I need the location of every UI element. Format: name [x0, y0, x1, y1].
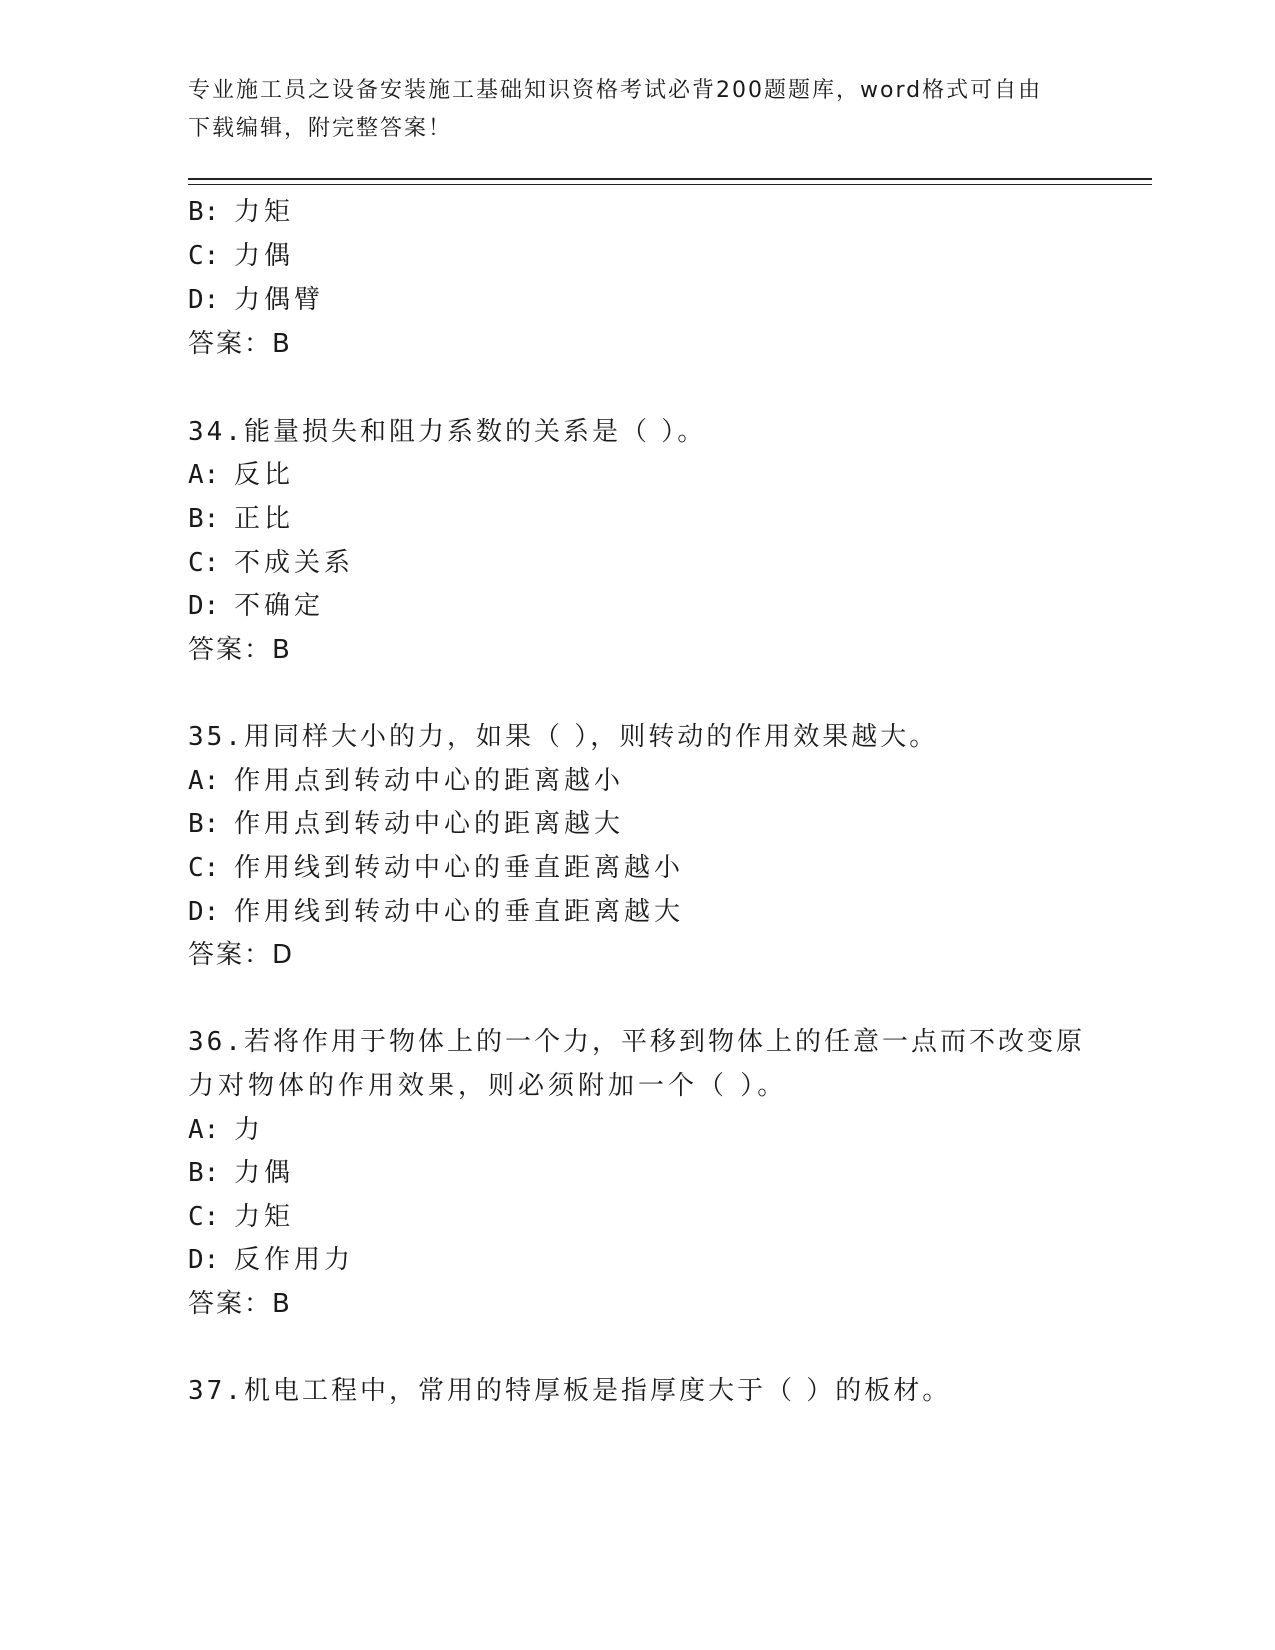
option-label: C:	[188, 241, 220, 271]
option-text: 反作用力	[234, 1245, 355, 1275]
header-line-1: 专业施工员之设备安装施工基础知识资格考试必背200题题库，word格式可自由	[188, 78, 1043, 103]
option-text: 反比	[234, 460, 295, 490]
question-36	[188, 1024, 1085, 1060]
question-34	[188, 414, 706, 450]
option-label: C:	[188, 548, 220, 578]
question-35	[188, 719, 938, 755]
option-c	[188, 545, 354, 581]
option-label: B:	[188, 809, 220, 839]
option-text: 力	[234, 1115, 265, 1145]
option-label: B:	[188, 1158, 220, 1188]
answer-line: 答案：B	[188, 329, 292, 359]
option-label: A:	[188, 460, 220, 490]
option-label: D:	[188, 1245, 220, 1275]
answer-line: 答案：B	[188, 635, 292, 665]
option-d	[188, 282, 324, 318]
option-a	[188, 1112, 264, 1148]
question-text: 能量损失和阻力系数的关系是（ ）。	[243, 417, 707, 447]
document-header	[188, 72, 1088, 148]
question-text-continued: 力对物体的作用效果，则必须附加一个（ ）。	[188, 1071, 788, 1101]
option-text: 作用线到转动中心的垂直距离越大	[234, 897, 685, 927]
option-b	[188, 1155, 294, 1191]
header-divider-thin	[188, 184, 1152, 185]
question-37	[188, 1373, 951, 1409]
option-text: 力偶	[234, 241, 295, 271]
option-label: D:	[188, 285, 220, 315]
option-text: 作用线到转动中心的垂直距离越小	[234, 853, 685, 883]
option-c	[188, 850, 684, 886]
question-number: 35.	[188, 722, 244, 752]
option-text: 力偶臂	[234, 285, 325, 315]
option-text: 正比	[234, 504, 295, 534]
option-text: 不成关系	[234, 548, 355, 578]
option-text: 力矩	[234, 1202, 295, 1232]
option-label: D:	[188, 591, 220, 621]
question-text: 用同样大小的力，如果（ ），则转动的作用效果越大。	[243, 722, 939, 752]
option-b	[188, 501, 294, 537]
option-c	[188, 238, 294, 274]
question-number: 36.	[188, 1027, 244, 1057]
answer-line: 答案：D	[188, 940, 295, 970]
question-number: 34.	[188, 417, 244, 447]
header-line-2: 下载编辑，附完整答案！	[188, 116, 453, 141]
option-label: B:	[188, 197, 220, 227]
option-label: C:	[188, 1202, 220, 1232]
option-a	[188, 457, 294, 493]
option-label: A:	[188, 1115, 220, 1145]
answer-line: 答案：B	[188, 1289, 292, 1319]
option-d	[188, 1242, 354, 1278]
option-d	[188, 894, 684, 930]
option-label: B:	[188, 504, 220, 534]
option-text: 作用点到转动中心的距离越大	[234, 809, 625, 839]
option-c	[188, 1199, 294, 1235]
option-b	[188, 806, 624, 842]
header-divider-thick	[188, 178, 1152, 180]
option-b	[188, 194, 294, 230]
option-text: 不确定	[234, 591, 325, 621]
question-text: 若将作用于物体上的一个力，平移到物体上的任意一点而不改变原	[243, 1027, 1085, 1057]
question-number: 37.	[188, 1376, 244, 1406]
question-text: 机电工程中，常用的特厚板是指厚度大于（ ）的板材。	[243, 1376, 952, 1406]
option-a	[188, 763, 624, 799]
option-text: 力矩	[234, 197, 295, 227]
option-d	[188, 588, 324, 624]
option-label: A:	[188, 766, 220, 796]
option-text: 作用点到转动中心的距离越小	[234, 766, 625, 796]
option-text: 力偶	[234, 1158, 295, 1188]
option-label: D:	[188, 897, 220, 927]
option-label: C:	[188, 853, 220, 883]
